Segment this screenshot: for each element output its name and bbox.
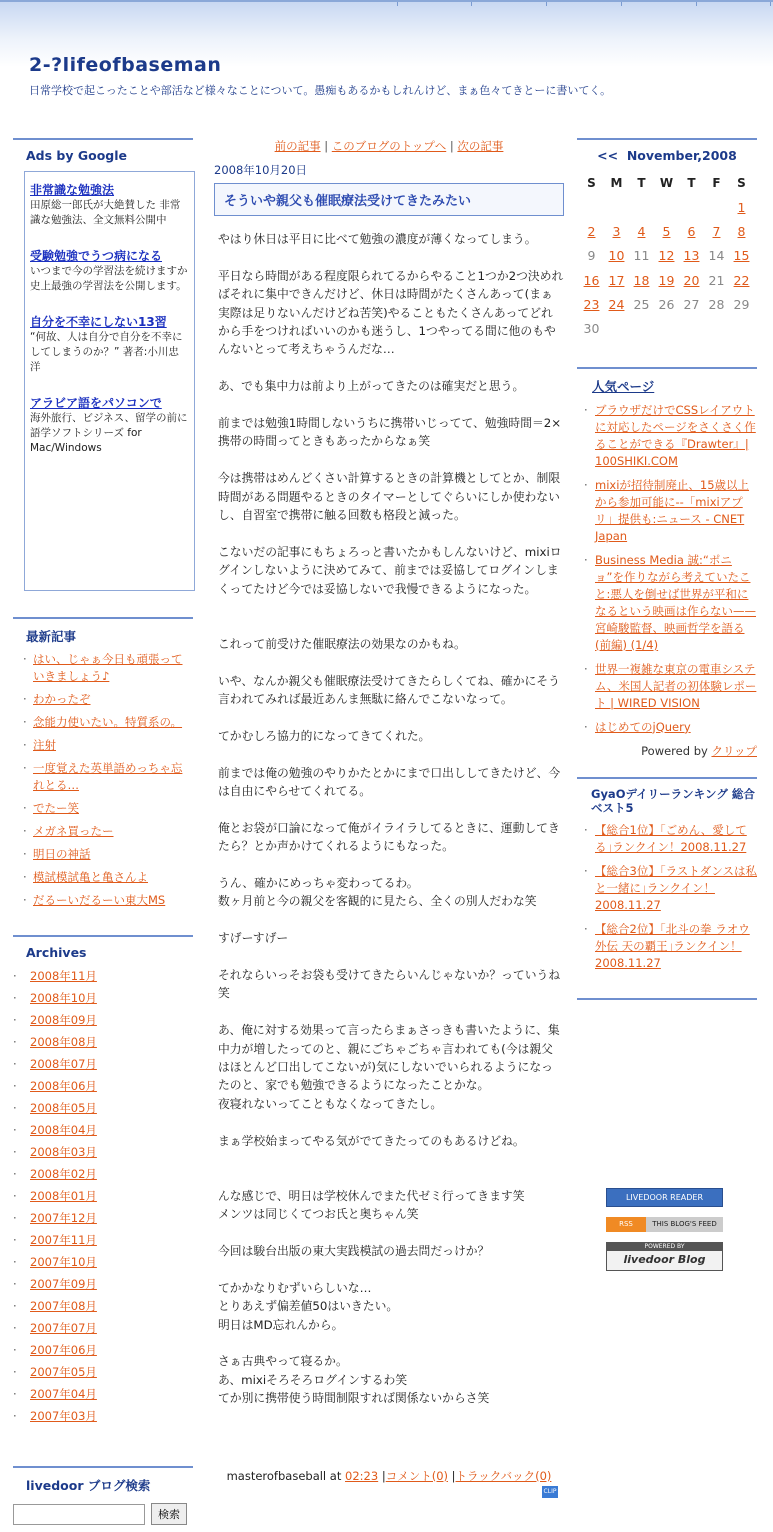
gyao-item-link[interactable]: 【総合2位】｢北斗の拳 ラオウ外伝 天の覇王｣ランクイン！2008.11.27 bbox=[595, 921, 750, 970]
calendar-day: 29 bbox=[733, 296, 750, 312]
gyao-item[interactable] bbox=[584, 822, 757, 856]
powered-by-label: Powered by bbox=[641, 743, 708, 758]
calendar-day[interactable]: 10 bbox=[608, 248, 625, 264]
calendar-day: 11 bbox=[633, 248, 650, 264]
calendar-empty bbox=[729, 316, 754, 340]
entry-paragraph: あ、でも集中力は前より上がってきたのは確実だと思う。 bbox=[218, 379, 525, 394]
calendar-empty bbox=[604, 195, 629, 219]
calendar-day[interactable]: 19 bbox=[658, 272, 675, 288]
archive-item-link[interactable]: 2008年03月 bbox=[30, 1145, 97, 1159]
clip-icon[interactable]: CLIP bbox=[542, 1486, 558, 1498]
ad-item bbox=[30, 313, 189, 375]
footer-at: at bbox=[329, 1469, 342, 1483]
archive-item[interactable] bbox=[13, 990, 193, 1007]
calendar-day[interactable]: 13 bbox=[683, 248, 700, 264]
archive-item-link[interactable]: 2008年07月 bbox=[30, 1057, 97, 1071]
archive-item[interactable] bbox=[13, 1386, 193, 1403]
archive-item-link[interactable]: 2008年01月 bbox=[30, 1189, 97, 1203]
popular-item-link[interactable]: mixiが招待制廃止、15歳以上から参加可能に--「mixiアプリ」提供も:ニュース - CNET Japan bbox=[595, 477, 750, 543]
archive-item[interactable] bbox=[13, 1364, 193, 1381]
entry-paragraph: それならいっそお袋も受けてきたらいんじゃないか？っていうね笑 bbox=[218, 968, 561, 1001]
blog-description: 日常学校で起こったことや部活など様々なことについて。愚痴もあるかもしれんけど、まぁ色々てきとーに書いてく。 bbox=[29, 84, 612, 97]
comment-link[interactable]: コメント(0) bbox=[385, 1469, 448, 1483]
ad-item bbox=[30, 247, 189, 294]
entry-paragraph: てかむしろ協力的になってきてくれた。 bbox=[218, 728, 431, 743]
gyao-item[interactable] bbox=[584, 863, 757, 914]
weekday-header: S bbox=[737, 176, 746, 190]
weekday-header: F bbox=[712, 176, 721, 190]
calendar-day[interactable]: 2 bbox=[587, 223, 596, 239]
recent-item-link[interactable]: だるーいだるーい東大MS bbox=[33, 893, 166, 907]
archive-item-link[interactable]: 2008年02月 bbox=[30, 1167, 97, 1181]
archive-item[interactable] bbox=[13, 1232, 193, 1249]
gyao-heading: GyaOデイリーランキング 総合ベスト5 bbox=[577, 777, 757, 815]
calendar-day[interactable]: 4 bbox=[637, 223, 646, 239]
archive-item-link[interactable]: 2007年10月 bbox=[30, 1255, 97, 1269]
gyao-list bbox=[577, 822, 757, 972]
weekday-header: M bbox=[610, 176, 623, 190]
weekday-header: T bbox=[637, 176, 646, 190]
search-button[interactable]: 検索 bbox=[151, 1503, 187, 1525]
entry-paragraph: んな感じで、明日は学校休んでまた代ゼミ行ってきます笑 メンツは同じくてつお氏と奥ちゃん笑 bbox=[218, 1188, 525, 1222]
entry-paragraph: 俺とお袋が口論になって俺がイライラしてるときに、運動してきたら？とか声かけてくれるようにもなった。 bbox=[218, 820, 560, 854]
archive-item-link[interactable]: 2008年05月 bbox=[30, 1101, 97, 1115]
blog-top-link[interactable]: このブログのトップへ bbox=[331, 139, 447, 153]
calendar-empty bbox=[654, 316, 679, 340]
ad-item bbox=[30, 181, 189, 228]
archive-item-link[interactable]: 2008年04月 bbox=[30, 1123, 97, 1137]
archive-item-link[interactable]: 2007年06月 bbox=[30, 1343, 97, 1357]
ad-title[interactable]: 自分を不幸にしない13習 bbox=[30, 315, 167, 329]
entry-body bbox=[214, 230, 564, 1408]
popular-item[interactable] bbox=[584, 477, 757, 545]
footer-sep: | bbox=[451, 1469, 456, 1483]
archive-item-link[interactable]: 2007年07月 bbox=[30, 1321, 97, 1335]
calendar-day[interactable]: 17 bbox=[608, 272, 625, 288]
popular-item[interactable] bbox=[584, 719, 757, 736]
livedoor-blog-logo: livedoor Blog bbox=[623, 1253, 706, 1266]
calendar-day: 26 bbox=[658, 296, 675, 312]
entry-paragraph: てかかなりむずいらしいな… とりあえず偏差値50はいきたい。 明日はMD忘れんから。 bbox=[218, 1280, 399, 1332]
archive-item[interactable] bbox=[13, 1210, 193, 1227]
calendar-empty bbox=[629, 316, 654, 340]
entry-paragraph: 今回は駿台出版の東大実践模試の過去問だっけか？ bbox=[218, 1244, 490, 1259]
calendar-day[interactable]: 12 bbox=[658, 248, 675, 264]
archive-item[interactable] bbox=[13, 1078, 193, 1095]
weekday-header: S bbox=[587, 176, 596, 190]
calendar-day[interactable]: 15 bbox=[733, 248, 750, 264]
blog-search bbox=[13, 1466, 193, 1525]
calendar-day[interactable]: 3 bbox=[612, 223, 621, 239]
archive-item[interactable] bbox=[13, 1188, 193, 1205]
calendar-day[interactable]: 20 bbox=[683, 272, 700, 288]
archive-item[interactable] bbox=[13, 1144, 193, 1161]
recent-item[interactable] bbox=[23, 737, 193, 754]
archive-item[interactable] bbox=[13, 1056, 193, 1073]
calendar-prev-link[interactable]: << bbox=[597, 148, 619, 163]
recent-item[interactable] bbox=[23, 651, 193, 685]
popular-item[interactable] bbox=[584, 402, 757, 470]
calendar-empty bbox=[679, 195, 704, 219]
entry-paragraph: さぁ古典やって寝るか。 あ、mixiそろそろログインするわ笑 てか別に携帯使う時間制限すれば関係ないからさ笑 bbox=[218, 1354, 490, 1406]
archive-item-link[interactable]: 2008年11月 bbox=[30, 969, 97, 983]
calendar-empty bbox=[604, 316, 629, 340]
archive-item[interactable] bbox=[13, 1100, 193, 1117]
archive-item-link[interactable]: 2007年09月 bbox=[30, 1277, 97, 1291]
recent-item-link[interactable]: 注射 bbox=[33, 738, 56, 752]
recent-item-link[interactable]: メガネ買ったー bbox=[33, 824, 114, 838]
ad-title[interactable]: 受験勉強でうつ病になる bbox=[30, 249, 163, 263]
archive-item-link[interactable]: 2007年11月 bbox=[30, 1233, 97, 1247]
entry-date: 2008年10月20日 bbox=[214, 163, 308, 177]
ad-description: “何故、人は自分で自分を不幸にしてしまうのか？” 著者:小川忠洋 bbox=[30, 331, 183, 373]
section-divider bbox=[577, 998, 757, 1000]
calendar-empty bbox=[704, 316, 729, 340]
search-heading: livedoor ブログ検索 bbox=[13, 1466, 193, 1494]
header bbox=[0, 0, 773, 110]
recent-item-link[interactable]: でたー笑 bbox=[33, 801, 79, 815]
recent-item[interactable] bbox=[23, 800, 193, 817]
nav-sep: | bbox=[324, 139, 329, 153]
livedoor-reader-badge[interactable]: LIVEDOOR READER bbox=[606, 1188, 723, 1207]
popular-item-link[interactable]: 世界一複雑な東京の電車システム、米国人記者の初体験レポート | WIRED VISION bbox=[595, 661, 757, 710]
calendar-empty bbox=[654, 195, 679, 219]
footer-sep: | bbox=[381, 1469, 386, 1483]
calendar-day: 21 bbox=[708, 272, 725, 288]
popular-item-link[interactable]: ブラウザだけでCSSレイアウトに対応したページをさくさく作ることができる『Drawter』| 100SHIKI.COM bbox=[595, 402, 756, 468]
recent-item-link[interactable]: 明日の神話 bbox=[33, 847, 91, 861]
popular-heading[interactable]: 人気ページ bbox=[577, 367, 757, 395]
calendar-day[interactable]: 5 bbox=[662, 223, 671, 239]
popular-item[interactable] bbox=[584, 661, 757, 712]
next-entry-link[interactable]: 次の記事 bbox=[457, 139, 504, 153]
author-name: masterofbaseball bbox=[226, 1469, 327, 1483]
calendar-day[interactable]: 16 bbox=[583, 272, 600, 288]
recent-item-link[interactable]: わかったぞ bbox=[33, 692, 91, 706]
calendar-day: 25 bbox=[633, 296, 650, 312]
entry-paragraph: こないだの記事にもちょろっと書いたかもしんないけど、mixiログインしないように決めてみて、前までは妥協してログインしまくってたけど今では妥協しないで我慢できるようになった。 bbox=[218, 544, 562, 596]
entry-paragraph: やはり休日は平日に比べて勉強の濃度が薄くなってしまう。 bbox=[218, 232, 537, 246]
right-sidebar bbox=[577, 138, 757, 1000]
entry-paragraph: いや、なんか親父も催眠療法受けてきたらしくてね、確かにそう言われてみれば最近あんま無駄に絡んでこないなって。 bbox=[218, 673, 560, 707]
archive-item-link[interactable]: 2007年08月 bbox=[30, 1299, 97, 1313]
popular-item[interactable] bbox=[584, 552, 757, 654]
archive-item-link[interactable]: 2008年09月 bbox=[30, 1013, 97, 1027]
calendar-grid bbox=[579, 171, 754, 341]
calendar-day: 28 bbox=[708, 296, 725, 312]
archive-item[interactable] bbox=[13, 1276, 193, 1293]
calendar-day: 9 bbox=[587, 248, 596, 264]
ad-title[interactable]: アラビア語をパソコンで bbox=[30, 396, 162, 410]
archive-item[interactable] bbox=[13, 1254, 193, 1271]
archive-item[interactable] bbox=[13, 1122, 193, 1139]
recent-item-link[interactable]: 念能力使いたい。特質系の。 bbox=[33, 715, 183, 729]
feed-label: THIS BLOG'S FEED bbox=[646, 1217, 723, 1232]
archives-heading: Archives bbox=[13, 935, 193, 960]
calendar-day[interactable]: 1 bbox=[737, 199, 746, 215]
archive-item[interactable] bbox=[13, 968, 193, 985]
main-content bbox=[214, 138, 564, 1426]
archive-item[interactable] bbox=[13, 1408, 193, 1425]
calendar-day[interactable]: 8 bbox=[737, 223, 746, 239]
ads-heading: Ads by Google bbox=[13, 138, 193, 163]
calendar-empty bbox=[679, 316, 704, 340]
calendar-day: 27 bbox=[683, 296, 700, 312]
permalink-time[interactable]: 02:23 bbox=[345, 1469, 379, 1483]
ad-description: 田原総一郎氏が大絶賛した 非常識な勉強法、全文無料公開中 bbox=[30, 199, 181, 226]
ad-description: いつまで今の学習法を続けますか 史上最強の学習法を公開します。 bbox=[30, 265, 188, 292]
search-input[interactable] bbox=[13, 1504, 145, 1525]
recent-item[interactable] bbox=[23, 691, 193, 708]
livedoor-blog-badge[interactable] bbox=[606, 1242, 723, 1271]
recent-item[interactable] bbox=[23, 892, 193, 909]
recent-item[interactable] bbox=[23, 760, 193, 794]
gyao-item[interactable] bbox=[584, 921, 757, 972]
archive-item-link[interactable]: 2007年12月 bbox=[30, 1211, 97, 1225]
archive-item-link[interactable]: 2008年10月 bbox=[30, 991, 97, 1005]
ad-title[interactable]: 非常識な勉強法 bbox=[30, 183, 115, 197]
archive-item-link[interactable]: 2007年05月 bbox=[30, 1365, 97, 1379]
recent-item-link[interactable]: 模試模試亀と亀さんよ bbox=[33, 870, 148, 884]
recent-item[interactable] bbox=[23, 714, 193, 731]
archive-item-link[interactable]: 2007年03月 bbox=[30, 1409, 97, 1423]
entry-paragraph: 前までは勉強1時間しないうちに携帯いじってて、勉強時間＝2×携帯の時間ってときもあったからなぁ笑 bbox=[218, 416, 562, 449]
header-ticks bbox=[0, 2, 773, 6]
recent-list bbox=[13, 651, 193, 909]
archive-item[interactable] bbox=[13, 1320, 193, 1337]
archive-item[interactable] bbox=[13, 1342, 193, 1359]
weekday-header: W bbox=[659, 176, 674, 190]
entry-title[interactable]: そういや親父も催眠療法受けてきたみたい bbox=[214, 183, 564, 216]
archives-list bbox=[13, 968, 193, 1425]
archive-item-link[interactable]: 2008年08月 bbox=[30, 1035, 97, 1049]
ads-box bbox=[24, 171, 195, 591]
archive-item[interactable] bbox=[13, 1034, 193, 1051]
popular-list bbox=[577, 402, 757, 736]
entry-footer bbox=[214, 1464, 564, 1495]
calendar-day[interactable]: 23 bbox=[583, 296, 600, 312]
recent-item-link[interactable]: はい、じゃぁ今日も頑張っていきましょう♪ bbox=[33, 652, 183, 683]
recent-item[interactable] bbox=[23, 846, 193, 863]
recent-item[interactable] bbox=[23, 823, 193, 840]
calendar-day[interactable]: 7 bbox=[712, 223, 721, 239]
calendar bbox=[577, 138, 757, 341]
prev-entry-link[interactable]: 前の記事 bbox=[274, 139, 321, 153]
left-sidebar bbox=[13, 138, 193, 1425]
rss-feed-badge[interactable] bbox=[606, 1217, 723, 1232]
entry-paragraph: うん、確かにめっちゃ変わってるわ。 数ヶ月前と今の親父を客観的に見たら、全くの別人だわな笑 bbox=[218, 876, 537, 909]
archive-item[interactable] bbox=[13, 1298, 193, 1315]
calendar-empty bbox=[579, 195, 604, 219]
ad-item bbox=[30, 394, 189, 456]
calendar-day: 14 bbox=[708, 248, 725, 264]
gyao-item-link[interactable]: 【総合3位】｢ラストダンスは私と一緒に｣ランクイン！2008.11.27 bbox=[595, 863, 757, 912]
entry-paragraph: 平日なら時間がある程度限られてるからやること1つか2つ決めればそれに集中できんだけど、休日は時間がたくさんあって(まぁ実際は足りないんだけどね苦笑)やることもたくさんあってどれから手をつければいいのかも迷うし、1つやってる間に他のもやんないとって考えちゃうんだな… bbox=[218, 268, 564, 357]
powered-by bbox=[577, 743, 757, 759]
weekday-header: T bbox=[687, 176, 696, 190]
trackback-link[interactable]: トラックバック(0) bbox=[455, 1469, 552, 1483]
calendar-day[interactable]: 24 bbox=[608, 296, 625, 312]
calendar-day: 30 bbox=[583, 321, 600, 337]
entry-paragraph: まぁ学校始まってやる気がでてきたってのもあるけどね。 bbox=[218, 1133, 525, 1148]
entry-nav bbox=[214, 138, 564, 154]
entry-paragraph: すげーすげー bbox=[218, 931, 289, 946]
archive-item[interactable] bbox=[13, 1012, 193, 1029]
powered-by-badge-label: POWERED BY bbox=[607, 1243, 722, 1251]
clip-service-link[interactable]: クリップ bbox=[711, 743, 757, 758]
calendar-month: November,2008 bbox=[626, 148, 737, 163]
calendar-empty bbox=[629, 195, 654, 219]
recent-heading: 最新記事 bbox=[13, 617, 193, 645]
calendar-day[interactable]: 22 bbox=[733, 272, 750, 288]
entry-paragraph: これって前受けた催眠療法の効果なのかもね。 bbox=[218, 636, 466, 651]
entry-paragraph: あ、俺に対する効果って言ったらまぁさっきも書いたように、集中力が増したってのと、親にごちゃごちゃ言われても(今は親父はほとんど口出してこないが)気にしないでいられるようになったのと、家でも勉強できるようになったことかな。 夜寝れないってこともなくなってきたし。 bbox=[218, 1023, 560, 1111]
archive-item-link[interactable]: 2008年06月 bbox=[30, 1079, 97, 1093]
recent-item[interactable] bbox=[23, 869, 193, 886]
calendar-day[interactable]: 6 bbox=[687, 223, 696, 239]
archive-item-link[interactable]: 2007年04月 bbox=[30, 1387, 97, 1401]
archive-item[interactable] bbox=[13, 1166, 193, 1183]
rss-icon: RSS bbox=[606, 1217, 646, 1232]
nav-sep: | bbox=[449, 139, 454, 153]
entry-paragraph: 今は携帯はめんどくさい計算するときの計算機としてとか、制限時間がある問題やるときのタイマーとしてぐらいにしか使わないし、自習室で携帯に触る回数も格段と減った。 bbox=[218, 471, 561, 523]
calendar-empty bbox=[704, 195, 729, 219]
entry-paragraph: 前までは俺の勉強のやりかたとかにまで口出ししてきたけど、今は自由にやらせてくれてる。 bbox=[218, 765, 561, 799]
recent-item-link[interactable]: 一度覚えた英単語めっちゃ忘れとる… bbox=[33, 761, 183, 792]
blog-title[interactable]: 2-?lifeofbaseman bbox=[29, 54, 222, 76]
ad-description: 海外旅行、ビジネス、留学の前に 語学ソフトシリーズ for Mac/Windows bbox=[30, 412, 188, 454]
calendar-day[interactable]: 18 bbox=[633, 272, 650, 288]
popular-item-link[interactable]: はじめてのjQuery bbox=[595, 719, 691, 734]
popular-item-link[interactable]: Business Media 誠:“ポニョ”を作りながら考えていたこと:悪人を倒せば世界が平和になるという映画は作らない——宮崎駿監督、映画哲学を語る(前編) (1/4) bbox=[595, 552, 756, 652]
gyao-item-link[interactable]: 【総合1位】｢ごめん、愛してる｣ランクイン！2008.11.27 bbox=[595, 822, 747, 854]
